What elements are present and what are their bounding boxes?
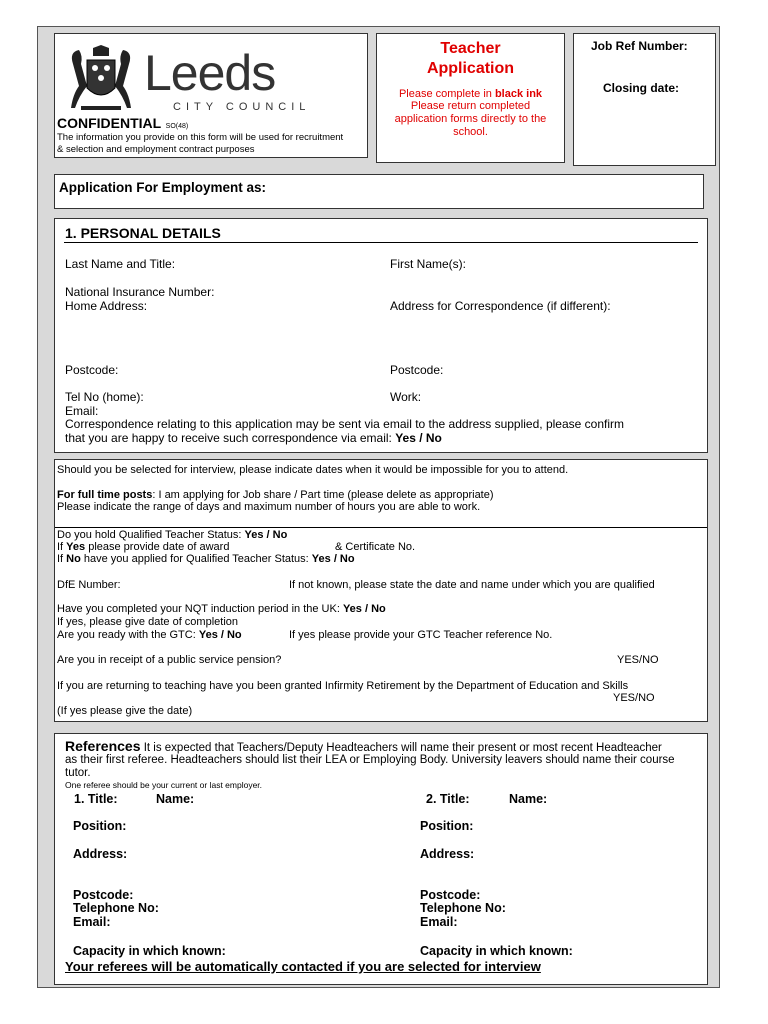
ref2-telephone[interactable]: Telephone No: (420, 901, 506, 915)
pension-answer[interactable]: YES/NO (617, 654, 659, 666)
tel-home-label[interactable]: Tel No (home): (65, 390, 144, 404)
gtc-answer[interactable]: Yes / No (198, 629, 242, 641)
employment-label: Application For Employment as: (59, 180, 267, 195)
ink-bold: black ink (494, 88, 543, 100)
return-line-2: application forms directly to the (394, 113, 547, 125)
nqt-q-text: Have you completed your NQT induction period in the UK: (57, 603, 343, 615)
if-yes-bold: Yes (66, 541, 86, 553)
if-yes-line (57, 541, 229, 553)
job-ref-box[interactable] (573, 33, 716, 166)
if-no-pre: If (57, 553, 67, 565)
ref1-email[interactable]: Email: (73, 915, 111, 929)
logo-box (54, 33, 368, 158)
ink-instruction (377, 88, 564, 100)
ref1-title[interactable]: 1. Title: (74, 792, 118, 806)
employment-box[interactable] (54, 174, 704, 209)
ref1-capacity[interactable]: Capacity in which known: (73, 944, 226, 958)
logo-subtitle: CITY COUNCIL (173, 101, 311, 113)
ink-pre: Please complete in (398, 88, 495, 100)
dfe-unknown-label: If not known, please state the date and name under which you are qualified (289, 579, 655, 591)
logo-wordmark: Leeds (144, 45, 276, 101)
nqt-question (57, 603, 386, 615)
email-label[interactable]: Email: (65, 404, 99, 418)
ref2-address[interactable]: Address: (420, 847, 475, 861)
infirmity-question: If you are returning to teaching have you been granted Infirmity Retirement by the Department of Education and Skills (57, 680, 629, 692)
email-consent-answer[interactable]: Yes / No (395, 431, 442, 445)
confidential-label (57, 115, 188, 133)
qts-question (57, 529, 287, 541)
nqt-answer[interactable]: Yes / No (342, 603, 386, 615)
gtc-q-text: Are you ready with the GTC: (57, 629, 199, 641)
nqt-date-label[interactable]: If yes, please give date of completion (57, 616, 238, 628)
email-consent-line-2 (65, 431, 442, 445)
work-label[interactable]: Work: (390, 390, 422, 404)
hours-line: Please indicate the range of days and maximum number of hours you are able to work. (57, 501, 481, 513)
home-address-label[interactable]: Home Address: (65, 299, 148, 313)
ref2-title[interactable]: 2. Title: (426, 792, 470, 806)
pension-question: Are you in receipt of a public service pension? (57, 654, 282, 666)
ref2-name[interactable]: Name: (509, 792, 548, 806)
postcode-right-label[interactable]: Postcode: (390, 363, 444, 377)
email-consent-line-1: Correspondence relating to this application may be sent via email to the address supplied, please confirm (65, 417, 624, 431)
leeds-crest-logo (67, 44, 135, 114)
job-ref-label: Job Ref Number: (591, 39, 688, 53)
gtc-question (57, 629, 242, 641)
ref1-name[interactable]: Name: (156, 792, 195, 806)
form-code: SO(48) (165, 123, 189, 130)
if-no-rest: have you applied for Qualified Teacher Status: (80, 553, 312, 565)
if-no-bold: No (66, 553, 81, 565)
fulltime-bold: For full time posts (57, 489, 153, 501)
app-title-2: Application (426, 60, 515, 77)
qts-answer[interactable]: Yes / No (244, 529, 288, 541)
title-box (376, 33, 565, 163)
ref1-position[interactable]: Position: (73, 819, 127, 833)
infirmity-answer[interactable]: YES/NO (613, 692, 655, 704)
gtc-ref-label[interactable]: If yes please provide your GTC Teacher reference No. (289, 629, 553, 641)
interview-dates-line: Should you be selected for interview, please indicate dates when it would be impossible for you to attend. (57, 464, 569, 476)
return-line-3: school. (453, 126, 488, 138)
last-name-label[interactable]: Last Name and Title: (65, 257, 176, 271)
infirmity-date-label[interactable]: (If yes please give the date) (57, 705, 193, 717)
references-intro-line-3: tutor. (65, 767, 91, 779)
dfe-number-label[interactable]: DfE Number: (57, 579, 121, 591)
privacy-line-1: The information you provide on this form will be used for recruitment (57, 132, 344, 143)
personal-details-section (54, 218, 708, 453)
interview-section (54, 459, 708, 722)
interview-divider (55, 527, 707, 528)
first-names-label[interactable]: First Name(s): (390, 257, 466, 271)
fulltime-rest: : I am applying for Job share / Part time (please delete as appropriate) (152, 489, 494, 501)
corr-address-label[interactable]: Address for Correspondence (if different): (390, 299, 611, 313)
app-title-1: Teacher (440, 40, 501, 57)
email-consent-text: that you are happy to receive such correspondence via email: (65, 431, 396, 445)
if-yes-pre: If (57, 541, 67, 553)
personal-heading: 1. PERSONAL DETAILS (65, 225, 221, 241)
references-footer: Your referees will be automatically contacted if you are selected for interview (65, 959, 541, 974)
references-section (54, 733, 708, 985)
fulltime-line (57, 489, 494, 501)
ni-number-label[interactable]: National Insurance Number: (65, 285, 215, 299)
closing-date-label: Closing date: (603, 81, 680, 95)
personal-heading-rule (64, 242, 698, 243)
ref1-telephone[interactable]: Telephone No: (73, 901, 159, 915)
return-line-1: Please return completed (410, 100, 531, 112)
if-yes-rest: please provide date of award (85, 541, 230, 553)
qts-q-text: Do you hold Qualified Teacher Status: (57, 529, 245, 541)
ref1-postcode[interactable]: Postcode: (73, 888, 134, 902)
ref2-postcode[interactable]: Postcode: (420, 888, 481, 902)
postcode-left-label[interactable]: Postcode: (65, 363, 119, 377)
ref1-address[interactable]: Address: (73, 847, 128, 861)
if-no-answer[interactable]: Yes / No (311, 553, 355, 565)
if-no-line (57, 553, 355, 565)
privacy-line-2: & selection and employment contract purposes (57, 144, 255, 155)
references-intro-line-1 (65, 738, 662, 754)
ref2-email[interactable]: Email: (420, 915, 458, 929)
certificate-label[interactable]: & Certificate No. (335, 541, 416, 553)
ref2-position[interactable]: Position: (420, 819, 474, 833)
references-intro-line-2: as their first referee. Headteachers should list their LEA or Employing Body. University leavers should name their course (65, 754, 675, 766)
references-heading: References (65, 738, 141, 754)
ref2-capacity[interactable]: Capacity in which known: (420, 944, 573, 958)
references-intro-1: It is expected that Teachers/Deputy Headteachers will name their present or most recent Headteacher (140, 742, 662, 754)
references-note: One referee should be your current or last employer. (65, 780, 263, 790)
confidential-text: CONFIDENTIAL (57, 115, 162, 131)
